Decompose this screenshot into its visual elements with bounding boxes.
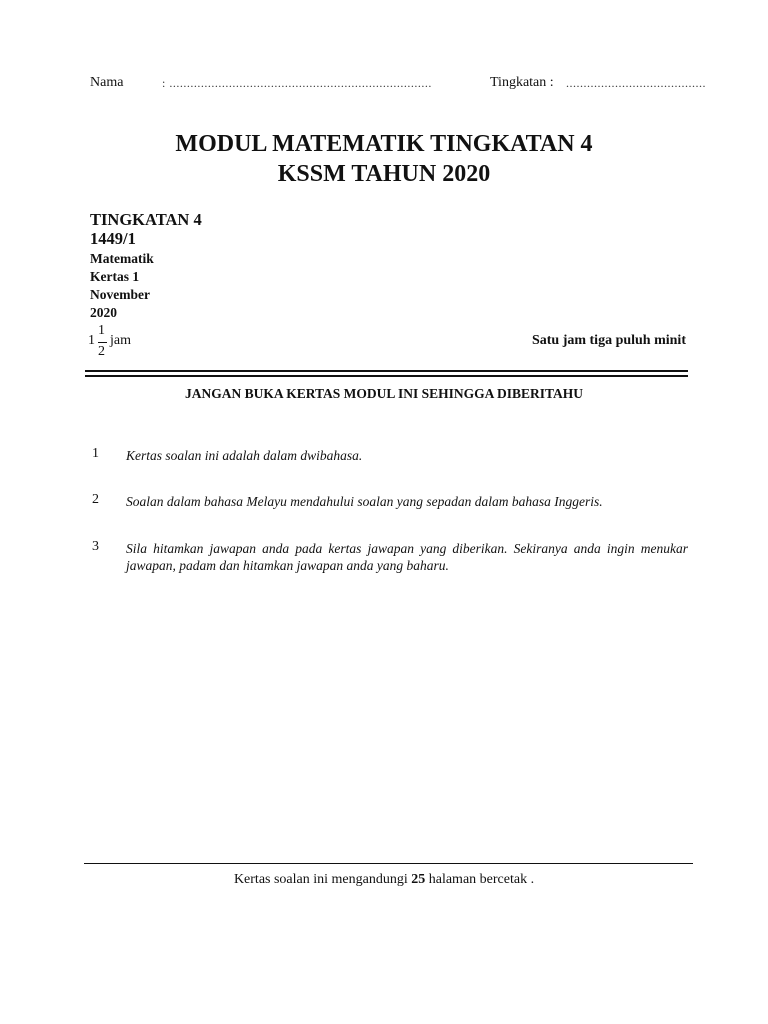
fraction-bar	[98, 342, 107, 343]
instruction-text: Soalan dalam bahasa Melayu mendahului soalan yang sepadan dalam bahasa Inggeris.	[126, 494, 603, 509]
form-level: TINGKATAN 4	[90, 210, 202, 229]
class-field[interactable]: ........................................	[566, 76, 706, 90]
warning-text: JANGAN BUKA KERTAS MODUL INI SEHINGGA DIBERITAHU	[184, 386, 584, 401]
footer-divider	[84, 863, 693, 864]
instruction-number: 1	[92, 446, 99, 461]
instruction-number: 3	[92, 539, 99, 554]
duration-numerator: 1	[98, 323, 105, 338]
exam-year: 2020	[90, 305, 117, 320]
divider-bottom	[85, 375, 688, 377]
exam-month: November	[90, 287, 150, 302]
class-label: Tingkatan :	[490, 75, 554, 90]
page-title: MODUL MATEMATIK TINGKATAN 4	[175, 131, 593, 157]
page-count: 25	[411, 872, 426, 887]
footer-prefix: Kertas soalan ini mengandungi	[233, 872, 412, 887]
subject: Matematik	[90, 251, 154, 266]
page-count-note	[0, 872, 768, 888]
divider-top	[85, 370, 688, 372]
instruction-text: Sila hitamkan jawapan anda pada kertas jawapan yang diberikan. Sekiranya anda ingin menukar jawapan, padam dan hitamkan jawapan anda yang baharu.	[126, 541, 688, 573]
instruction-number: 2	[92, 492, 99, 507]
instruction-text: Kertas soalan ini adalah dalam dwibahasa.	[126, 448, 363, 463]
name-label: Nama	[90, 75, 124, 90]
name-field[interactable]: : ...........................................................................	[162, 76, 432, 90]
duration-unit: jam	[110, 333, 131, 348]
footer-suffix: halaman bercetak .	[425, 872, 535, 887]
duration-denominator: 2	[98, 344, 105, 359]
paper-code: 1449/1	[90, 229, 136, 248]
page-subtitle: KSSM TAHUN 2020	[277, 161, 491, 187]
duration-text: Satu jam tiga puluh minit	[531, 333, 686, 348]
duration-whole: 1	[88, 333, 95, 348]
paper-number: Kertas 1	[90, 269, 140, 284]
